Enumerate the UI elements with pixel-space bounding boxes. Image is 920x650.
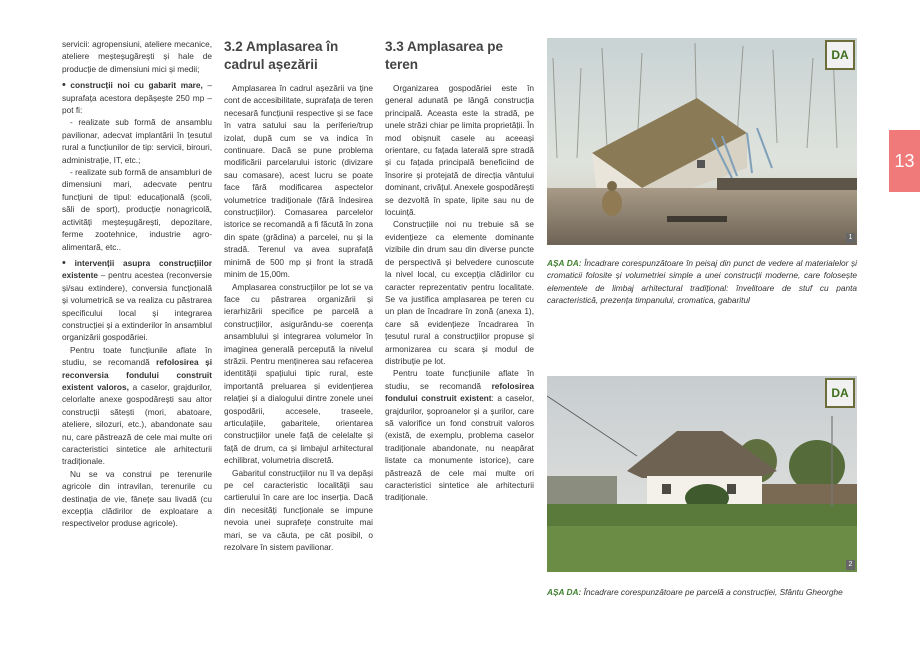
caption-text: Încadrare corespunzătoare în peisaj din punct de vedere al materialelor și cromaticii folosite și volumetriei simple a unei construcții moderne, care folosește elementele de limbaj arhitectural tradițional: învelitoare de stuf cu panta caracteristică, prezența timpanului, cromatica, gabaritul [547, 258, 857, 306]
figure-caption [547, 257, 857, 307]
bullet-item-existing-buildings [62, 257, 212, 344]
figure-reed-house-by-water [547, 38, 857, 245]
paragraph: Construcțiile noi nu trebuie să se evidențieze ca elemente dominante vizibile din drum sau din diverse puncte de perspectivă și belvedere cunoscute la nivel local, cu excepția clădirilor cu caracter reprezentativ pentru localitate. Se va justifica amplasarea pe teren cu un plan de încadrare în zonă (anexa 1), care să evidențieze încadrarea în țesutul rural a construcțiilor propuse și armonizarea cu scara și modul de distribuție pe lot. [385, 219, 534, 366]
caption-label: AȘA DA: [547, 587, 582, 597]
page-number-tab: 13 [889, 130, 920, 192]
text-column-3 [385, 38, 534, 504]
bold-run: refolosirea și reconversia fondului construit existent valoros, [62, 357, 212, 392]
text-run: Pentru toate funcțiunile aflate în studiu, se recomandă [62, 344, 212, 368]
bullet-icon: • [62, 256, 66, 269]
paragraph: Nu se va construi pe terenurile agricole din intravilan, terenurile cu destinația de vie, fânețe sau livadă (cu excepția clădirilor de exploatare a respectivelor produse agricole). [62, 468, 212, 529]
caption-label: AȘA DA: [547, 258, 582, 268]
bullet-title: construcții noi cu gabarit mare, [70, 80, 203, 91]
photo-illustration [547, 38, 857, 245]
figure-thatched-house [547, 376, 857, 572]
bullet-item-large-buildings [62, 79, 212, 116]
list-item: - realizate sub formă de ansambluri de dimensiuni mari, adecvate pentru funcțiuni de tipul: educațională (școli, săli de sport), producție nonagricolă, activități meșteșugărești, depozitare, ferme zootehnice, industrie agro-alimentară, etc.. [62, 167, 212, 252]
paragraph [62, 344, 212, 468]
bullet-title: intervenții asupra construcțiilor existente [62, 257, 213, 281]
section-heading: 3.3 Amplasarea pe teren [385, 39, 504, 72]
approval-badge: DA [825, 378, 855, 408]
caption-text: Încadrare corespunzătoare pe parcelă a construcției, Sfântu Gheorghe [581, 587, 843, 597]
figure-number: 1 [846, 233, 855, 243]
bullet-text: – pentru acestea (reconversie și/sau extindere), conversia funcțională și volumetrică se va realiza cu păstrarea specificului local și integrarea construcției și a extinderilor în ansamblul organizării gospodăriei. [62, 270, 212, 343]
text-column-2 [224, 38, 373, 553]
paragraph [385, 367, 534, 503]
text-run: : a caselor, grajdurilor, șoproanelor și a șurilor, care să valorifice un fond construit valoros (există, de exemplu, problema caselor tradiționale abandonate, nu neapărat listate ca monumente istorice), care păstrează de cele mai multe ori caracteristici sintetice ale arhitecturii tradiționale. [385, 393, 534, 503]
paragraph: Amplasarea în cadrul așezării va ține cont de accesibilitate, suprafața de teren necesară funcțiunii respective și se face în vatra satului sau la periferie/trup izolat, după cum se va indica în continuare. Dacă se pune problema modificării parcelarului istoric (divizare sau comasare), acest lucru se poate face fără modificarea aspectelor volumetrice tradiționale (fără îndesirea construcțiilor). Comasarea parcelelor istorice se recomandă a fi făcută în zona din spate (grădina) a parcelei, nu și la stradă. Terenul va avea suprafață minimă de 500 mp și front la stradă minim de 15,00m. [224, 83, 373, 280]
figure-caption [547, 586, 857, 598]
bullet-text: – suprafața acestora depășește 250 mp – pot fi: [62, 80, 212, 116]
bullet-icon: • [62, 79, 66, 92]
approval-badge: DA [825, 40, 855, 70]
figure-number: 2 [846, 560, 855, 570]
text-column-1 [62, 38, 212, 530]
text-run: Pentru toate funcțiunile aflate în studiu, se recomandă [385, 368, 534, 391]
bold-run: refolosirea fondului construit existent [385, 380, 534, 404]
paragraph: Organizarea gospodăriei este în general adunată pe lângă construcția principală. Aceasta este la stradă, pe unele străzi chiar pe limita proprietății. În mod obișnuit casele au aceeași orientare, cu fațada laterală spre stradă și cu fațada principală beneficiind de însorire și protejată de direcția vântului dominant, crivățul. Anexele gospodărești se dezvoltă în spate, lipite sau nu de locuință. [385, 83, 534, 218]
paragraph: servicii: agropensiuni, ateliere mecanice, ateliere meșteșugărești și hale de producție de dimensiuni mici și medii; [62, 39, 212, 74]
paragraph: Gabaritul construcțiilor nu îl va depăși pe cel caracteristic localității sau cartierului în care are loc inserția. Dacă din necesități funcționale se impune nevoia unei suprafețe construite mai mari, se va căuta, pe cât posibil, o rezolvare în sistem pavilionar. [224, 467, 373, 553]
photo-house [547, 376, 857, 572]
list-item: - realizate sub formă de ansamblu pavilionar, adecvat implantării în țesutul rural a funcțiunilor de tip: servicii, birouri, administrație, IT, etc.; [62, 117, 212, 165]
paragraph: Amplasarea construcțiilor pe lot se va face cu păstrarea organizării și ierarhizării specifice pe parcelă a construcțiilor, asigurându-se coerența ansamblului și integrarea volumelor în imaginea generală percepută la nivelul străzii. Pentru menținerea sau refacerea identității spațiului tipic rural, este importantă preluarea și evidențierea relației și a dialogului dintre zonele unei gospodării, accesele, traseele, articulațiile, gabaritele, orientarea construcțiilor unele față de celelalte și față de drum, ca și limbajul arhitectural echilibrat, volumetria discretă. [224, 281, 373, 466]
section-heading: 3.2 Amplasarea în cadrul așezării [224, 39, 339, 72]
text-run: a caselor, grajdurilor, celorlalte anexe gospodărești sau altor construcții sătești (mori, abatoare, ateliere, silozuri, etc.), abandonate sau nu, care păstrează de cele mai multe ori caracteristici sintetice ale arhitecturii tradiționale. [62, 381, 212, 467]
